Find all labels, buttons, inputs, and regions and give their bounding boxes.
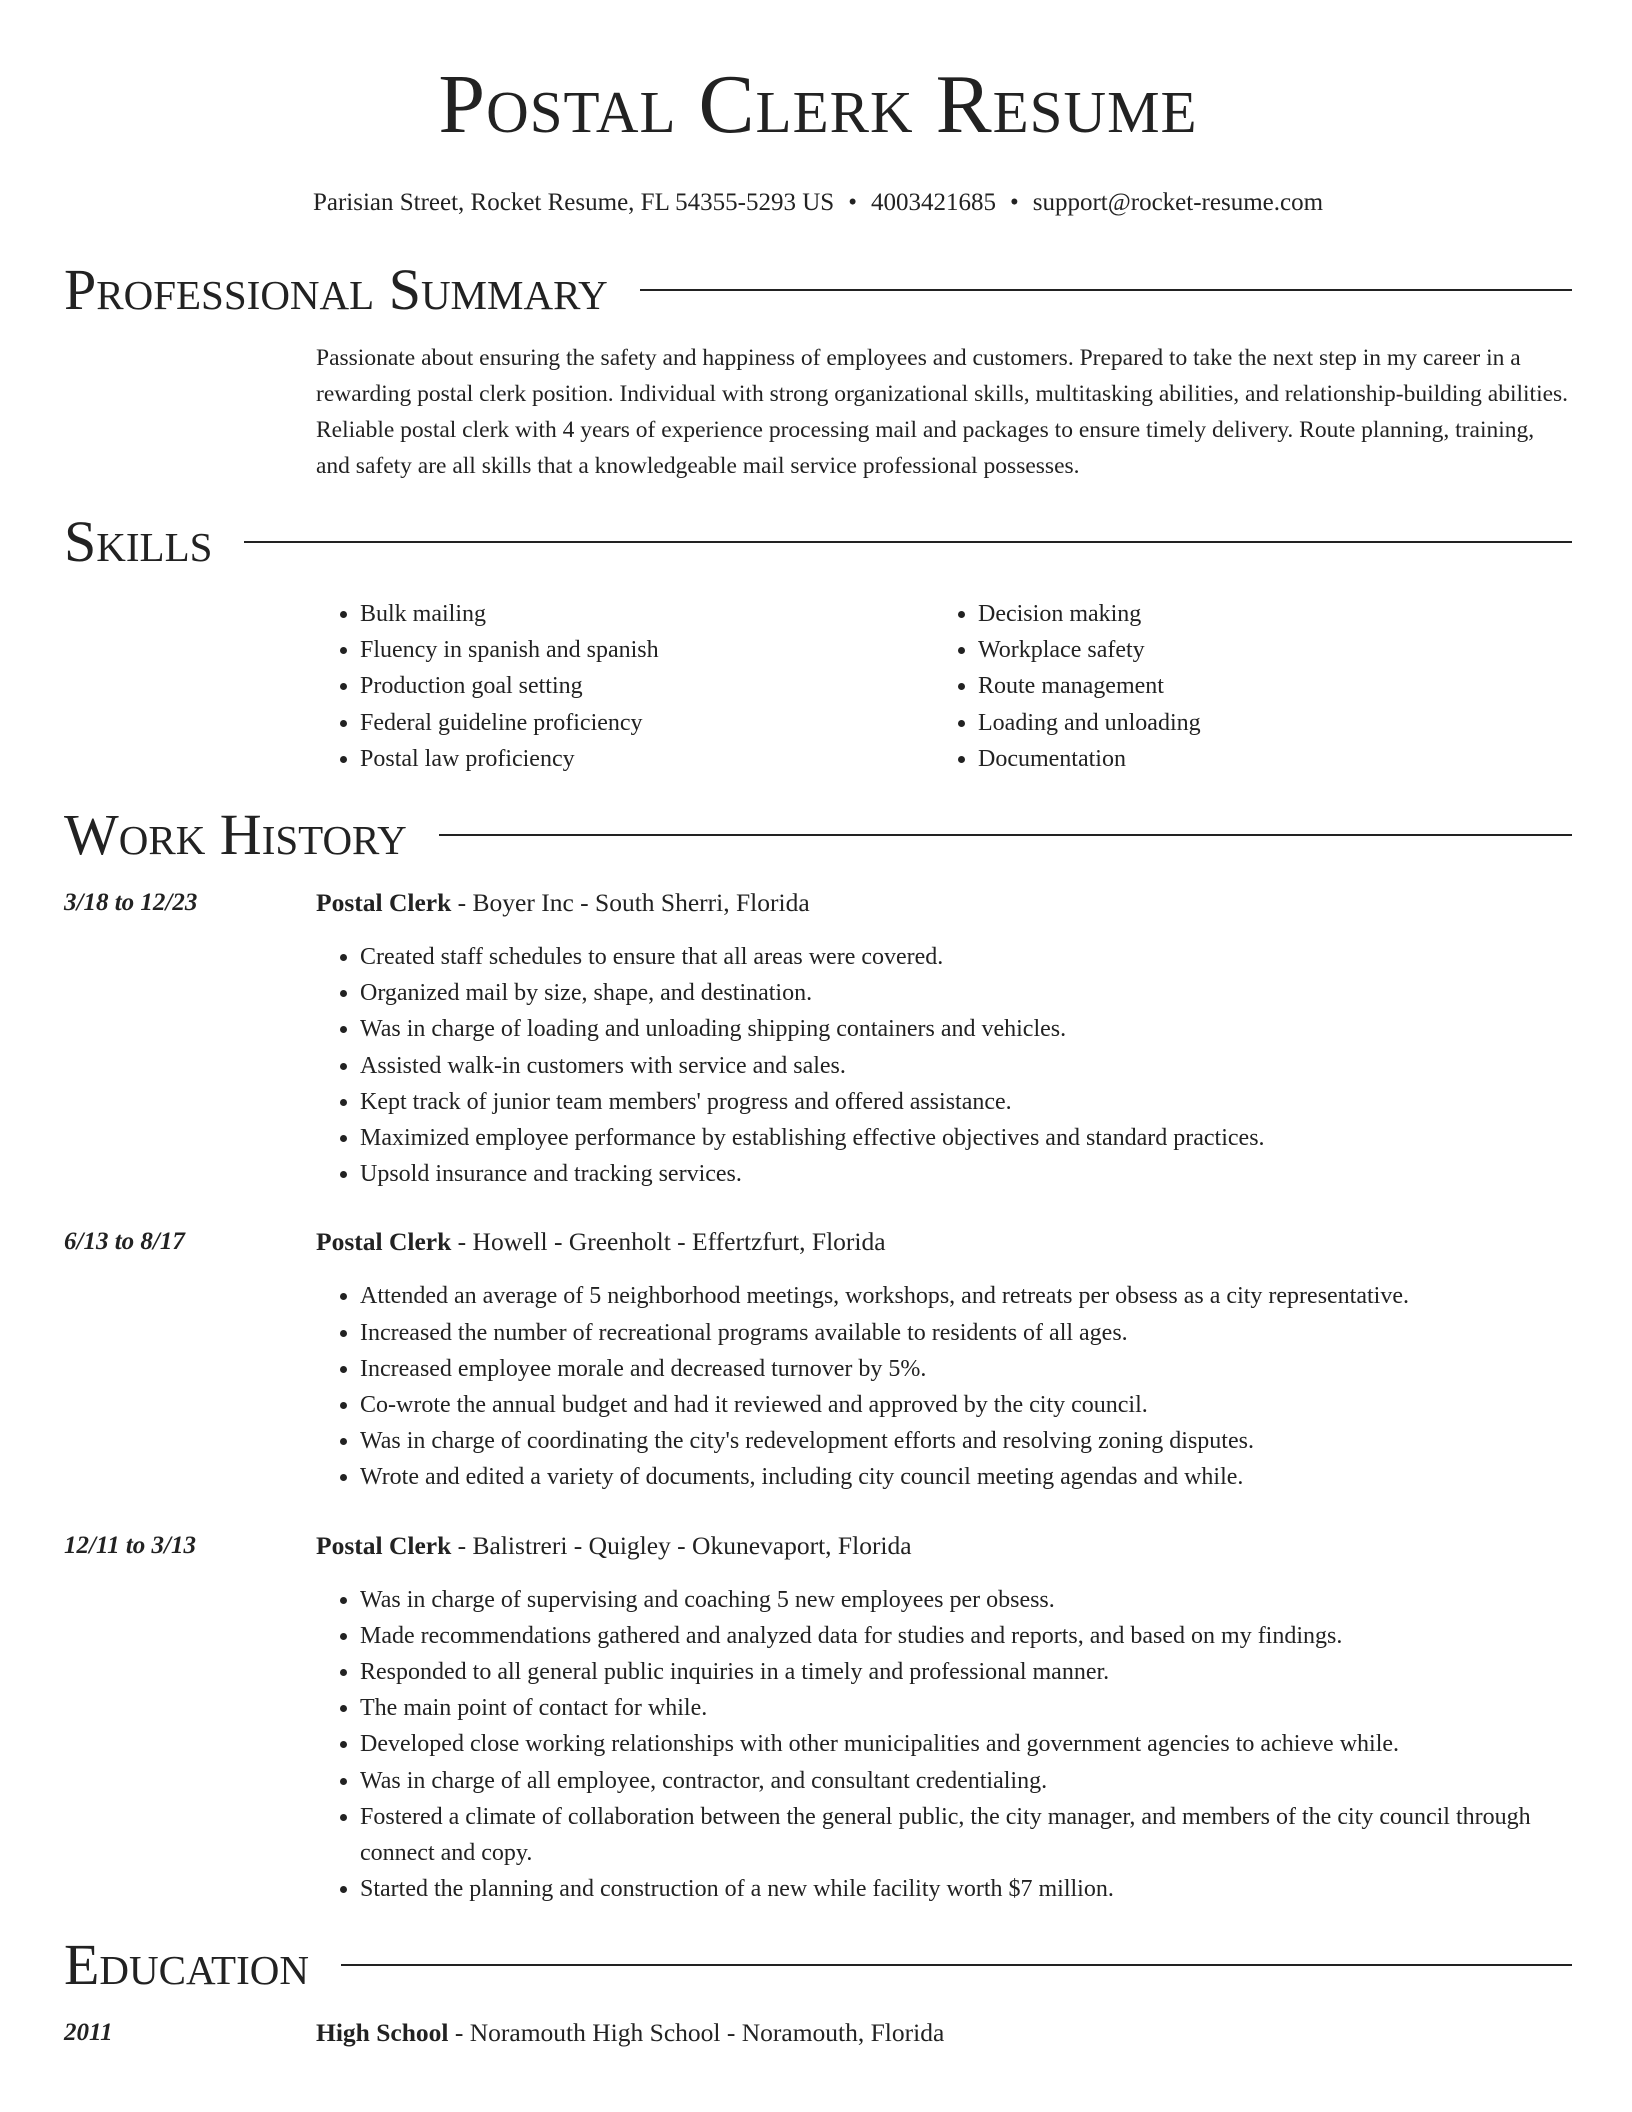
job-bullet: • Was in charge of all employee, contractor, and consultant credentialing.: [360, 1763, 1572, 1799]
job-bullet: • Organized mail by size, shape, and destination.: [360, 975, 1572, 1011]
job-role: Postal Clerk: [316, 888, 452, 918]
skill-item: • Bulk mailing: [360, 596, 934, 632]
skills-title: Skills: [64, 509, 213, 574]
job-bullet: • Kept track of junior team members' progress and offered assistance.: [360, 1084, 1572, 1120]
summary-section: [64, 258, 1572, 484]
job-bullet: • Developed close working relationships with other municipalities and government agencies to achieve while.: [360, 1726, 1572, 1762]
skill-item: • Decision making: [978, 596, 1552, 632]
education-details: - Noramouth High School - Noramouth, Florida: [448, 2018, 945, 2048]
job-bullet: • Upsold insurance and tracking services.: [360, 1156, 1572, 1192]
job-bullet: • Co-wrote the annual budget and had it reviewed and approved by the city council.: [360, 1387, 1572, 1423]
job-heading: [316, 1528, 1572, 1564]
education-heading-line: [316, 2015, 1572, 2051]
skills-section: [64, 510, 1572, 777]
job-entry: [64, 885, 1572, 1192]
work-heading: [64, 803, 1572, 867]
job-bullets: [316, 1278, 1572, 1495]
job-dates: 3/18 to 12/23: [64, 889, 198, 917]
contact-separator: •: [848, 189, 857, 216]
job-bullet: • Made recommendations gathered and analyzed data for studies and reports, and based on my findings.: [360, 1618, 1572, 1654]
job-heading: [316, 885, 1572, 921]
summary-heading: [64, 258, 1572, 322]
resume-title: Postal Clerk Resume: [438, 58, 1198, 151]
job-details: - Boyer Inc - South Sherri, Florida: [451, 888, 810, 918]
education-section: [64, 1933, 1572, 2051]
summary-title: Professional Summary: [64, 257, 608, 322]
job-dates: 6/13 to 8/17: [64, 1228, 185, 1256]
contact-address: Parisian Street, Rocket Resume, FL 54355-5293 US: [312, 189, 835, 216]
education-entry: [64, 2015, 1572, 2051]
job-role: Postal Clerk: [316, 1530, 452, 1560]
education-heading: [64, 1933, 1572, 1997]
contact-separator: •: [1009, 189, 1019, 216]
education-year: 2011: [64, 2019, 113, 2047]
skill-item: • Federal guideline proficiency: [360, 705, 934, 741]
work-section: [64, 803, 1572, 1907]
contact-line: [64, 188, 1572, 218]
job-bullet: • Attended an average of 5 neighborhood meetings, workshops, and retreats per obsess as a city representative.: [360, 1278, 1572, 1314]
job-bullet: • Created staff schedules to ensure that all areas were covered.: [360, 939, 1572, 975]
job-dates: 12/11 to 3/13: [64, 1531, 196, 1559]
skill-item: • Route management: [978, 668, 1552, 704]
job-bullet: • Assisted walk-in customers with service and sales.: [360, 1048, 1572, 1084]
education-degree: High School: [316, 2018, 449, 2048]
job-entry: [64, 1528, 1572, 1908]
job-bullet: • The main point of contact for while.: [360, 1690, 1572, 1726]
job-bullets: [316, 1582, 1572, 1908]
skill-item: • Fluency in spanish and spanish: [360, 632, 934, 668]
job-bullet: • Was in charge of coordinating the city's redevelopment efforts and resolving zoning disputes.: [360, 1423, 1572, 1459]
job-details: - Balistreri - Quigley - Okunevaport, Florida: [451, 1530, 912, 1560]
job-bullet: • Was in charge of loading and unloading shipping containers and vehicles.: [360, 1011, 1572, 1047]
skills-left-column: [316, 596, 934, 777]
skills-right-column: [934, 596, 1552, 777]
job-bullet: • Wrote and edited a variety of documents, including city council meeting agendas and while.: [360, 1459, 1572, 1495]
skills-heading: [64, 510, 1572, 574]
section-divider: [640, 289, 1572, 291]
job-bullet: • Fostered a climate of collaboration between the general public, the city manager, and members of the city council through connect and copy.: [360, 1799, 1572, 1871]
job-bullet: • Was in charge of supervising and coaching 5 new employees per obsess.: [360, 1582, 1572, 1618]
job-details: - Howell - Greenholt - Effertzfurt, Florida: [451, 1227, 886, 1257]
job-bullet: • Started the planning and construction of a new while facility worth $7 million.: [360, 1871, 1572, 1907]
job-bullets: [316, 939, 1572, 1192]
skill-item: • Loading and unloading: [978, 705, 1552, 741]
skill-item: • Production goal setting: [360, 668, 934, 704]
summary-text: Passionate about ensuring the safety and happiness of employees and customers. Prepared to take the next step in my career in a rewarding postal clerk position. Individual with strong organizational skills, multitasking abilities, and relationship-building abilities. Reliable postal clerk with 4 years of experience processing mail and packages to ensure timely delivery. Route planning, training, and safety are all skills that a knowledgeable mail service professional possesses.: [316, 345, 1569, 479]
job-bullet: • Increased employee morale and decreased turnover by 5%.: [360, 1351, 1572, 1387]
contact-email: support@rocket-resume.com: [1032, 189, 1324, 216]
skills-list: [316, 596, 1572, 777]
skill-item: • Workplace safety: [978, 632, 1552, 668]
contact-phone: 4003421685: [870, 189, 996, 216]
job-entry: [64, 1224, 1572, 1495]
job-bullet: • Increased the number of recreational programs available to residents of all ages.: [360, 1315, 1572, 1351]
education-title: Education: [64, 1932, 309, 1998]
job-bullet: • Responded to all general public inquiries in a timely and professional manner.: [360, 1654, 1572, 1690]
section-divider: [439, 834, 1572, 836]
work-title: Work History: [64, 802, 407, 868]
skill-item: • Postal law proficiency: [360, 741, 934, 777]
section-divider: [341, 1964, 1572, 1966]
job-heading: [316, 1224, 1572, 1260]
skill-item: • Documentation: [978, 741, 1552, 777]
job-role: Postal Clerk: [316, 1227, 452, 1257]
resume-page: [64, 0, 1572, 2051]
section-divider: [244, 541, 1572, 543]
job-bullet: • Maximized employee performance by establishing effective objectives and standard practices.: [360, 1120, 1572, 1156]
